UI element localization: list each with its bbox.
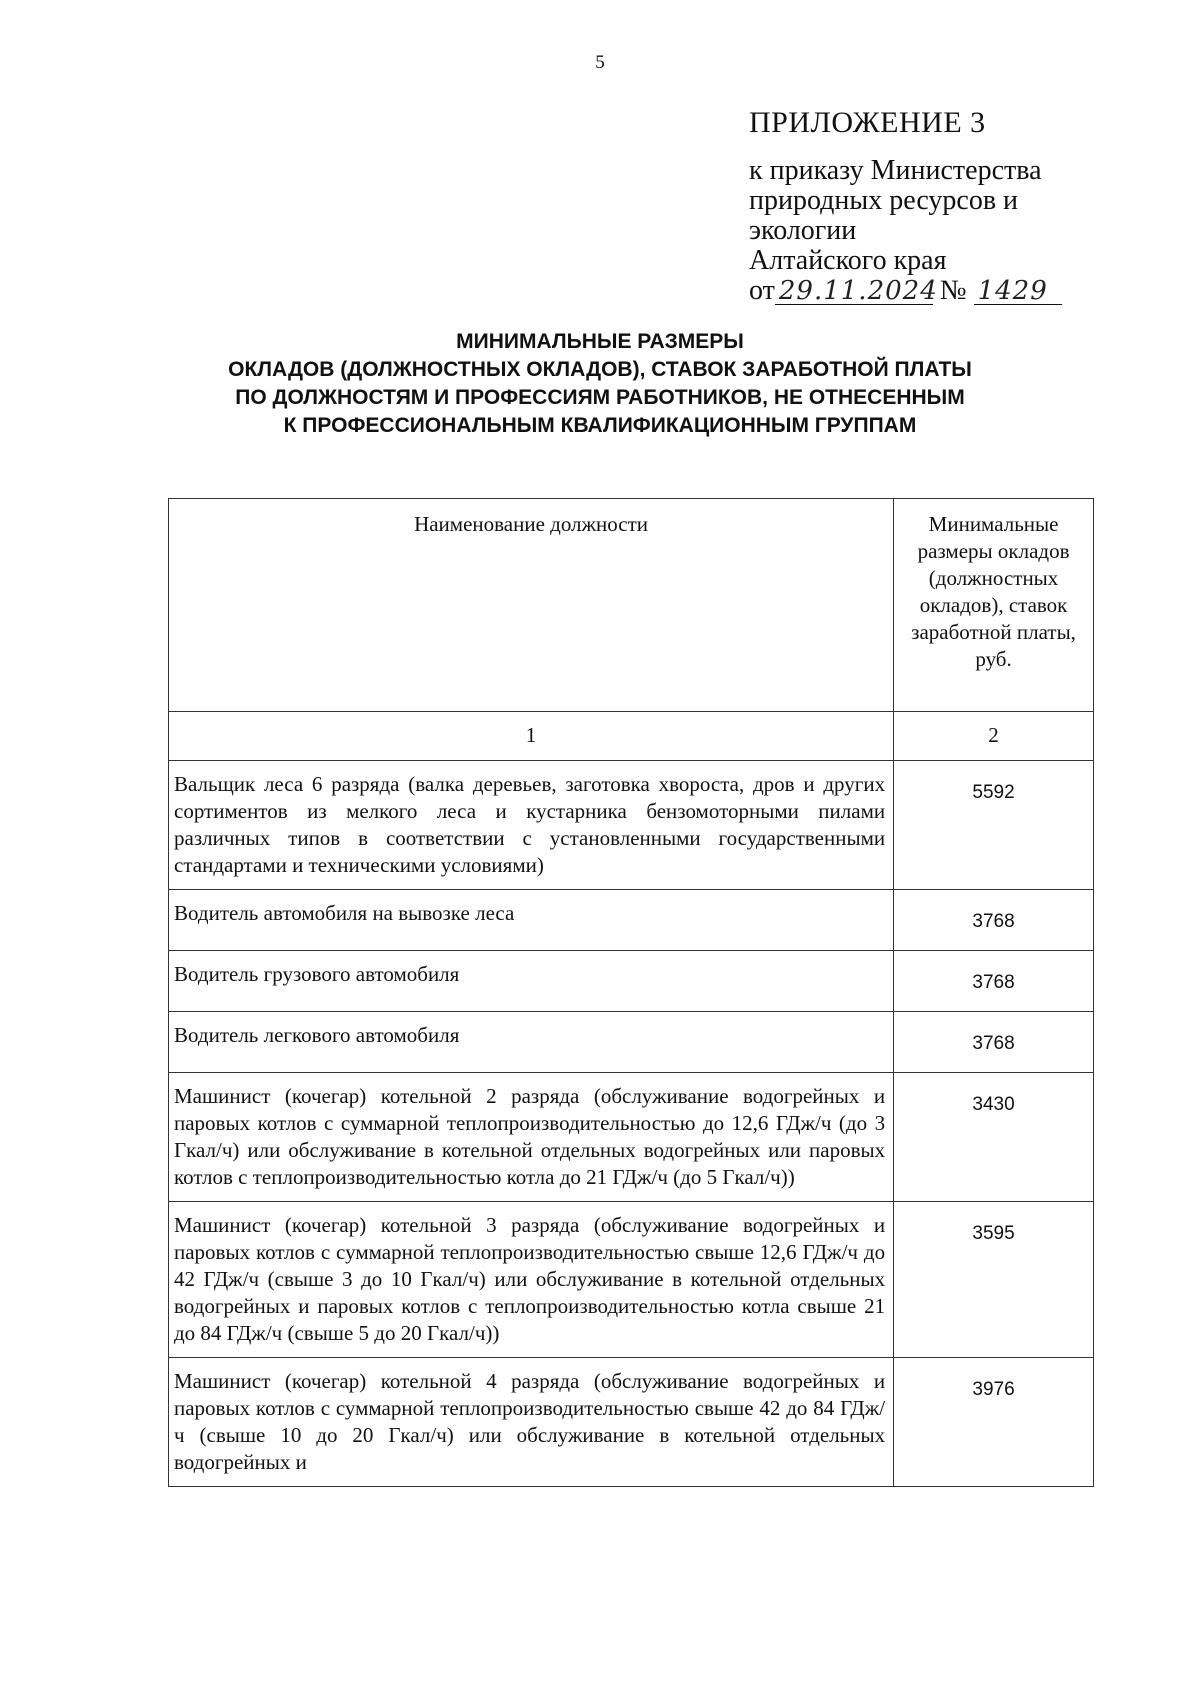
salary-value: 3768 [894,890,1094,951]
header-min-salary: Минимальные размеры окладов (должностных окладов), ставок заработной платы, руб. [894,499,1094,712]
appendix-block [749,108,1129,306]
column-number: 1 [169,712,894,761]
title-line: ОКЛАДОВ (ДОЛЖНОСТНЫХ ОКЛАДОВ), СТАВОК ЗАРАБОТНОЙ ПЛАТЫ [228,358,972,381]
table-row [169,1073,1094,1202]
page-number: 5 [595,52,605,73]
table-row [169,951,1094,1012]
table-row [169,1358,1094,1487]
position-name: Вальщик леса 6 разряда (валка деревьев, заготовка хвороста, дров и других сортиментов из мелкого леса и кустарника бензомоторными пилами различных типов в соответствии с установленными государственными стандартами и техническими условиями) [169,761,894,890]
table-row [169,890,1094,951]
order-date-line [749,276,1129,306]
column-number: 2 [894,712,1094,761]
date-prefix: от [749,275,775,306]
salary-value: 3768 [894,951,1094,1012]
position-name: Машинист (кочегар) котельной 4 разряда (обслуживание водогрейных и паровых котлов с суммарной теплопроизводительностью свыше 42 до 84 ГДж/ч (свыше 10 до 20 Гкал/ч) или обслуживание в котельной отдельных водогрейных и [169,1358,894,1487]
salary-table [168,498,1094,1487]
title-line: ПО ДОЛЖНОСТЯМ И ПРОФЕССИЯМ РАБОТНИКОВ, НЕ ОТНЕСЕННЫМ [235,386,965,409]
position-name: Водитель автомобиля на вывозке леса [169,890,894,951]
appendix-heading: ПРИЛОЖЕНИЕ 3 [749,106,986,139]
table-header-row [169,499,1094,712]
position-name: Водитель грузового автомобиля [169,951,894,1012]
title-line: К ПРОФЕССИОНАЛЬНЫМ КВАЛИФИКАЦИОННЫМ ГРУППАМ [283,414,917,437]
handwritten-order-number: 1429 [974,278,1062,305]
appendix-line: экологии [749,215,857,246]
position-name: Машинист (кочегар) котельной 2 разряда (обслуживание водогрейных и паровых котлов с суммарной теплопроизводительностью до 12,6 ГДж/ч (до 3 Гкал/ч) или обслуживание в котельной отдельных водогрейных или паровых котлов с теплопроизводительностью котла до 21 ГДж/ч (до 5 Гкал/ч)) [169,1073,894,1202]
document-title [0,328,1200,440]
handwritten-date: 29.11.2024 [775,278,933,305]
table-row [169,1012,1094,1073]
header-position-name: Наименование должности [169,499,894,712]
salary-value: 3430 [894,1073,1094,1202]
salary-value: 5592 [894,761,1094,890]
column-number-row [169,712,1094,761]
salary-value: 3768 [894,1012,1094,1073]
position-name: Водитель легкового автомобиля [169,1012,894,1073]
title-line: МИНИМАЛЬНЫЕ РАЗМЕРЫ [456,330,744,353]
appendix-line: природных ресурсов и [749,185,1019,216]
table-row [169,761,1094,890]
salary-value: 3595 [894,1202,1094,1358]
appendix-line: Алтайского края [749,245,947,276]
position-name: Машинист (кочегар) котельной 3 разряда (обслуживание водогрейных и паровых котлов с суммарной теплопроизводительностью свыше 12,6 ГДж/ч до 42 ГДж/ч (свыше 3 до 10 Гкал/ч) или обслуживание в котельной отдельных водогрейных и паровых котлов с теплопроизводительностью котла свыше 21 до 84 ГДж/ч (свыше 5 до 20 Гкал/ч)) [169,1202,894,1358]
number-sign: № [939,275,967,306]
appendix-line: к приказу Министерства [749,155,1042,186]
table-row [169,1202,1094,1358]
salary-value: 3976 [894,1358,1094,1487]
